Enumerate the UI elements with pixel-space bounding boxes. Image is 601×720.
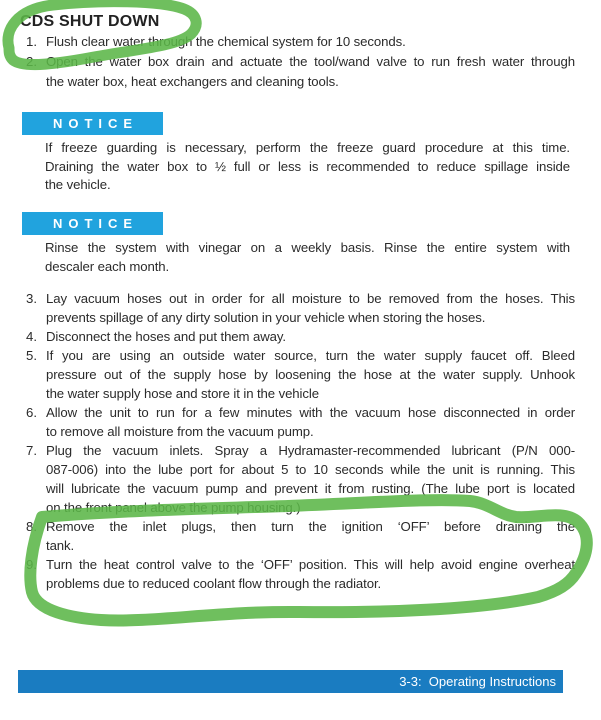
footer-page-label: 3-3: Operating Instructions xyxy=(399,674,556,689)
item-number: 4. xyxy=(26,329,37,344)
text-line: tank. xyxy=(46,538,75,553)
item-text xyxy=(46,346,575,403)
item-number: 8. xyxy=(26,519,37,534)
text-line: pressure out of the supply hose by loosening the hose at the water supply. Unhook xyxy=(46,367,575,382)
text-line: on the front panel above the pump housing.) xyxy=(46,500,301,515)
notice-text-freeze-guard xyxy=(45,139,570,195)
item-number: 9. xyxy=(26,557,37,572)
text-line: If you are using an outside water source, turn the water supply faucet off. Bleed xyxy=(46,348,575,363)
text-line: descaler each month. xyxy=(45,258,170,274)
text-line: Draining the water box to ½ full or less is recommended to reduce spillage inside xyxy=(45,158,570,174)
text-line: Allow the unit to run for a few minutes with the vacuum hose disconnected in order xyxy=(46,405,575,420)
item-text xyxy=(46,289,575,327)
list-item xyxy=(26,346,575,403)
text-line: If freeze guarding is necessary, perform the freeze guard procedure at this time. xyxy=(45,140,570,155)
list-item xyxy=(26,289,575,327)
text-line: Rinse the system with vinegar on a weekly basis. Rinse the entire system with xyxy=(45,240,570,255)
item-number: 6. xyxy=(26,405,37,420)
notice-text-rinse xyxy=(45,239,570,276)
footer-bar xyxy=(18,670,563,693)
text-line: the water supply hose and store it in the vehicle xyxy=(46,386,319,401)
notice-badge: NOTICE xyxy=(22,212,163,235)
text-line: the water box, heat exchangers and cleaning tools. xyxy=(46,74,339,89)
item-number: 1. xyxy=(26,34,37,49)
list-item xyxy=(26,403,575,441)
text-line: will lubricate the vacuum pump and prevent it from rusting. (The lube port is located xyxy=(46,481,575,496)
item-text xyxy=(46,32,575,52)
text-line: the vehicle. xyxy=(45,177,111,192)
list-item xyxy=(26,327,575,346)
item-text xyxy=(46,327,575,346)
item-number: 7. xyxy=(26,443,37,458)
text-line: Plug the vacuum inlets. Spray a Hydramaster-recommended lubricant (P/N 000- xyxy=(46,443,575,458)
notice-badge: NOTICE xyxy=(22,112,163,135)
item-number: 2. xyxy=(26,54,37,69)
page-title: CDS SHUT DOWN xyxy=(20,13,160,30)
list-item xyxy=(26,52,575,92)
item-text xyxy=(46,441,575,517)
text-line: Open the water box drain and actuate the tool/wand valve to run fresh water through xyxy=(46,54,575,69)
list-item xyxy=(26,555,575,593)
item-number: 5. xyxy=(26,348,37,363)
shutdown-steps-3-9 xyxy=(26,289,575,593)
text-line: problems due to reduced coolant flow through the radiator. xyxy=(46,576,382,591)
item-text xyxy=(46,517,575,555)
text-line: to remove all moisture from the vacuum pump. xyxy=(46,424,314,439)
text-line: Remove the inlet plugs, then turn the ignition ‘OFF’ before draining the xyxy=(46,519,575,534)
text-line: prevents spillage of any dirty solution in your vehicle when storing the hoses. xyxy=(46,310,486,325)
item-text xyxy=(46,555,575,593)
list-item xyxy=(26,517,575,555)
text-line: 087-006) into the lube port for about 5 to 10 seconds while the unit is running. This xyxy=(46,462,575,477)
text-line: Flush clear water through the chemical system for 10 seconds. xyxy=(46,34,406,49)
text-line: Turn the heat control valve to the ‘OFF’ position. This will help avoid engine overheat xyxy=(46,557,575,572)
text-line: Disconnect the hoses and put them away. xyxy=(46,329,286,344)
item-text xyxy=(46,52,575,92)
shutdown-steps-1-2 xyxy=(26,32,575,92)
list-item xyxy=(26,32,575,52)
text-line: Lay vacuum hoses out in order for all moisture to be removed from the hoses. This xyxy=(46,291,575,306)
list-item xyxy=(26,441,575,517)
item-number: 3. xyxy=(26,291,37,306)
item-text xyxy=(46,403,575,441)
